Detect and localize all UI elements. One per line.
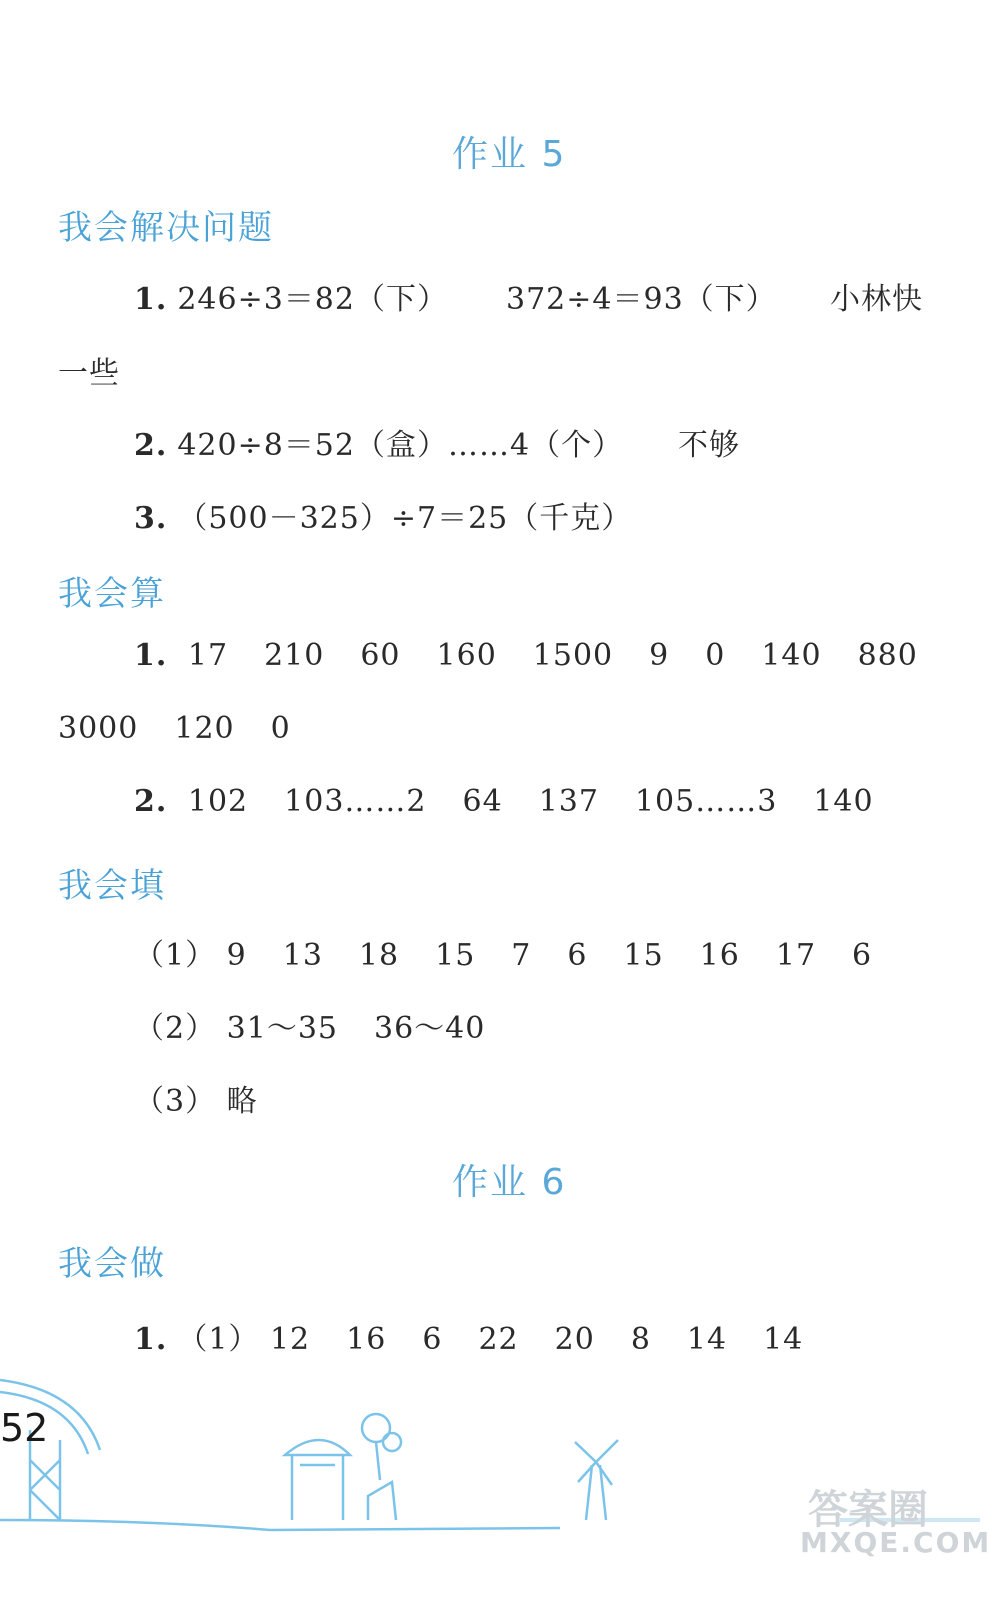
answer-value: 22	[478, 1322, 519, 1357]
answer-value: 12	[269, 1322, 311, 1357]
solve-q1-part-b: 372÷4＝93（下）	[506, 282, 777, 317]
solve-q1-conclusion: 小林快	[830, 282, 923, 317]
answer-value: 60	[360, 638, 401, 673]
answer-list	[227, 938, 873, 973]
question-number: 1.	[134, 638, 168, 673]
part-label: （1）	[177, 1322, 260, 1357]
answer-value: 880	[857, 638, 918, 673]
answer-value: 120	[174, 711, 235, 746]
calc-q1-continued	[58, 711, 291, 746]
question-number: 1.	[134, 282, 168, 317]
answer-value: 9	[226, 938, 247, 973]
fill-p2-line	[134, 1003, 485, 1047]
answer-list	[58, 711, 291, 746]
part-label: （1）	[134, 938, 217, 973]
section-heading-solve: 我会解决问题	[58, 208, 274, 248]
page-number: 52	[0, 1406, 49, 1450]
lollipop-candy	[362, 1414, 390, 1442]
answer-value: 6	[422, 1322, 443, 1357]
answer-value: 140	[761, 638, 822, 673]
part-label: （2）	[134, 1011, 217, 1046]
answer-value: 105……3	[634, 784, 778, 819]
answer-value: 36～40	[374, 1011, 486, 1046]
answer-value: 8	[630, 1322, 651, 1357]
answer-value: 14	[763, 1322, 804, 1357]
watermark-url: MXQE.COM	[800, 1526, 992, 1559]
question-number: 2.	[134, 428, 168, 463]
solve-q1-continued: 一些	[58, 356, 120, 391]
answer-value: 20	[554, 1322, 595, 1357]
answer-value: 0	[705, 638, 726, 673]
answer-value: 137	[538, 784, 599, 819]
answer-value: 102	[187, 784, 249, 819]
fill-p3-line	[134, 1076, 258, 1120]
answer-list	[188, 784, 874, 819]
answer-value: 210	[264, 638, 325, 673]
calc-q2-line	[134, 784, 874, 819]
house-outline	[368, 1482, 396, 1520]
answer-value: 3000	[58, 711, 139, 746]
section-heading-calc: 我会算	[58, 574, 166, 614]
lollipop-stick	[376, 1442, 380, 1480]
question-number: 2.	[134, 784, 168, 819]
answer-value: 18	[358, 938, 400, 973]
answer-value: 6	[852, 938, 873, 973]
answer-text: 246÷3＝82（下）	[177, 282, 448, 317]
answer-value: 16	[699, 938, 740, 973]
answer-value: 13	[282, 938, 323, 973]
solve-q2-line	[134, 420, 623, 464]
windmill-blades	[575, 1440, 618, 1485]
answer-value: 31～35	[226, 1011, 338, 1046]
answer-value: 16	[346, 1322, 387, 1357]
answer-value: 14	[686, 1322, 728, 1357]
answer-value: 17	[187, 638, 229, 673]
section-heading-do: 我会做	[58, 1244, 166, 1284]
answer-text: 420÷8＝52（盒）……4（个）	[177, 428, 624, 463]
answer-value: 15	[623, 938, 664, 973]
answer-value: 140	[813, 784, 874, 819]
answer-value: 9	[649, 638, 670, 673]
part-label: （3）	[134, 1084, 217, 1119]
ground-line	[0, 1520, 270, 1530]
ground-line-middle	[270, 1528, 560, 1530]
answer-value: 6	[567, 938, 588, 973]
answer-text: （500－325）÷7＝25（千克）	[177, 501, 633, 536]
homework-6-title: 作业 6	[452, 1162, 567, 1203]
answer-value: 1500	[532, 638, 614, 673]
do-q1-line	[134, 1314, 803, 1358]
answer-list	[270, 1322, 803, 1357]
answer-list	[188, 638, 918, 673]
solve-q1-line	[134, 274, 448, 318]
answer-list	[227, 1011, 486, 1046]
answer-value: 17	[775, 938, 817, 973]
section-heading-fill: 我会填	[58, 866, 166, 906]
solve-q2-conclusion: 不够	[678, 428, 740, 463]
homework-5-title: 作业 5	[452, 134, 567, 175]
carousel-roof	[285, 1440, 350, 1455]
question-number: 3.	[134, 501, 168, 536]
answer-value: 0	[270, 711, 291, 746]
answer-list	[227, 1084, 258, 1119]
answer-value: 103……2	[284, 784, 427, 819]
lollipop-candy-small	[383, 1433, 401, 1451]
fill-p1-line	[134, 930, 872, 974]
answer-value: 160	[436, 638, 497, 673]
answer-value: 7	[511, 938, 532, 973]
calc-q1-line	[134, 638, 934, 673]
carousel-body	[292, 1455, 343, 1520]
answer-value: 64	[462, 784, 503, 819]
watermark-logo: 答案圈	[808, 1487, 928, 1533]
answer-value: 略	[226, 1084, 258, 1119]
question-number: 1.	[134, 1322, 168, 1357]
solve-q3-line	[134, 493, 632, 537]
answer-value: 15	[435, 938, 476, 973]
